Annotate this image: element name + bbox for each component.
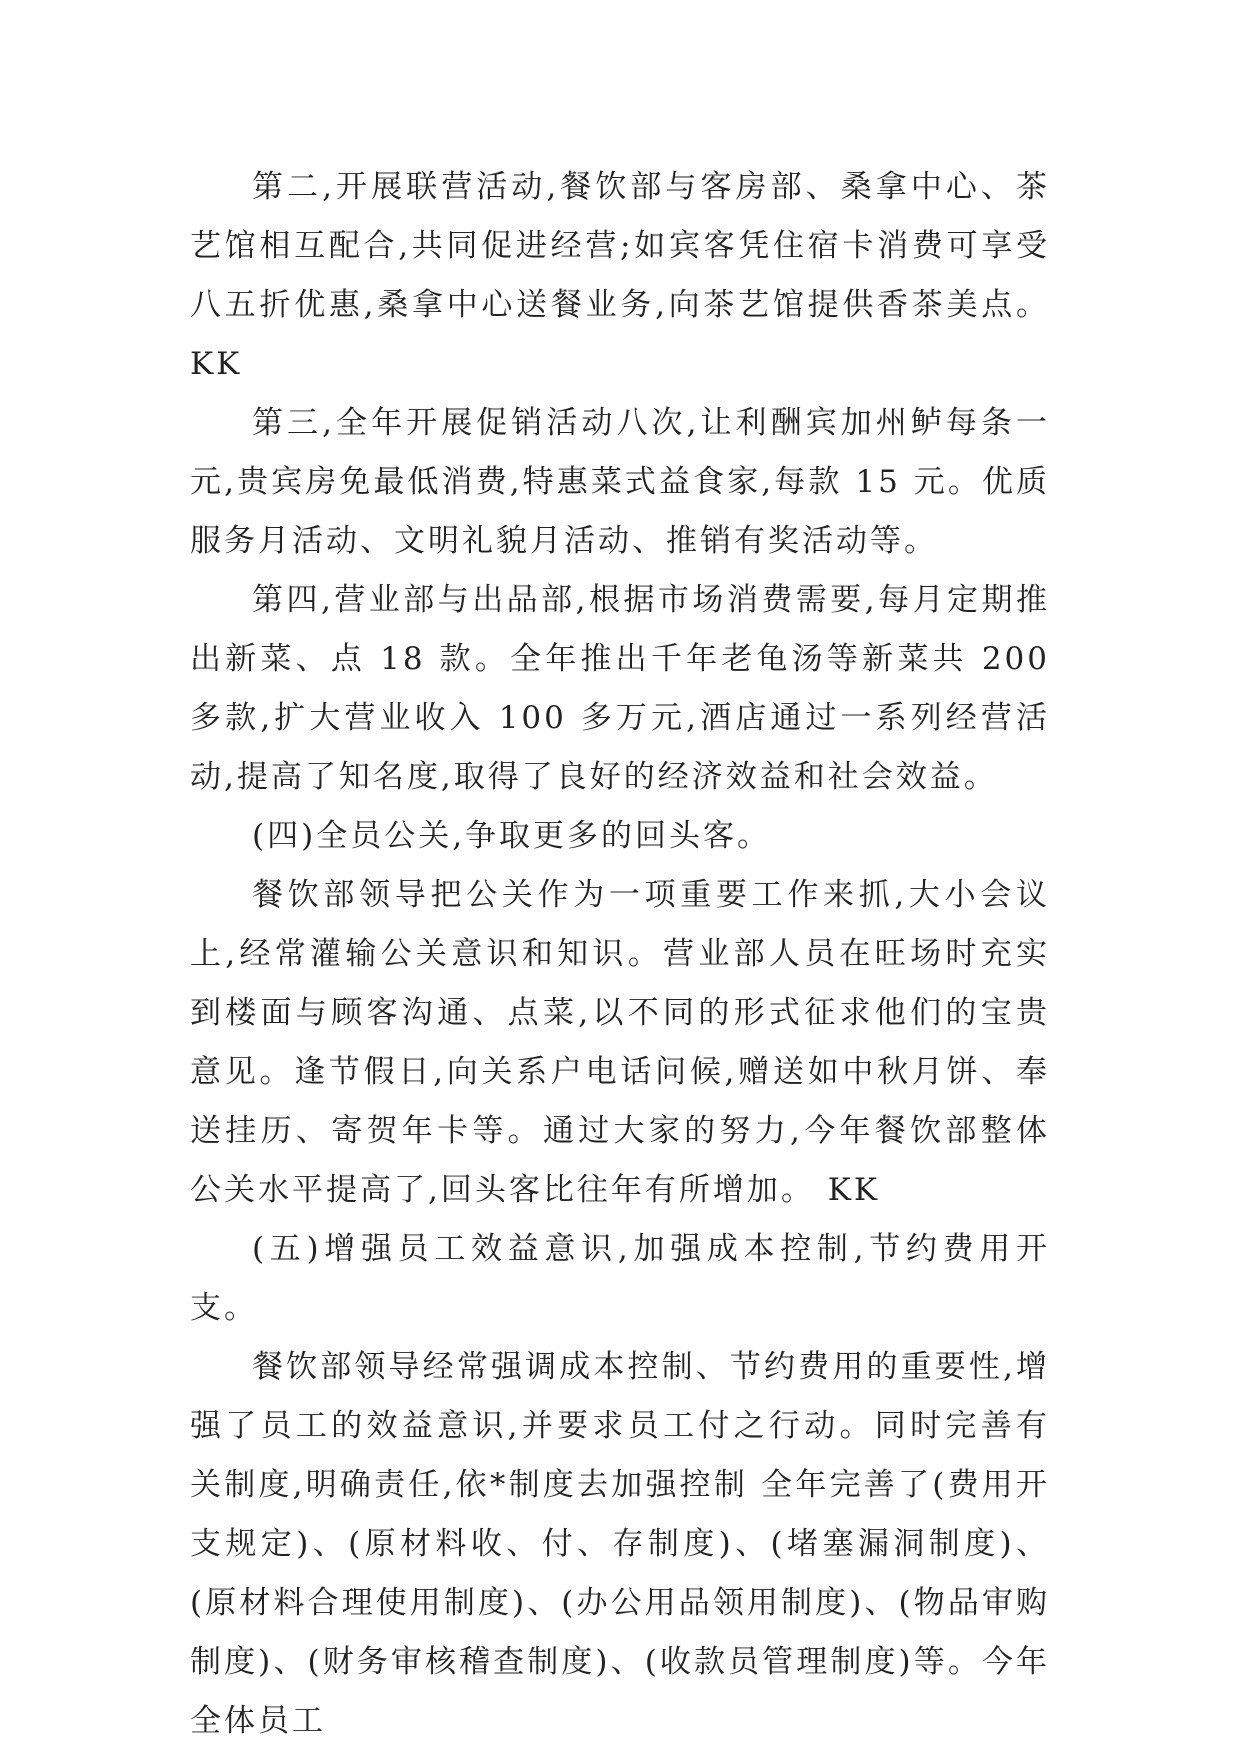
paragraph-joint-operations: 第二,开展联营活动,餐饮部与客房部、桑拿中心、茶艺馆相互配合,共同促进经营;如宾客凭住宿卡消费可享受八五折优惠,桑拿中心送餐业务,向茶艺馆提供香茶美点。 KK [190,169,1063,382]
paragraph-cost-control: 餐饮部领导经常强调成本控制、节约费用的重要性,增强了员工的效益意识,并要求员工付之行动。同时完善有关制度,明确责任,依*制度去加强控制 全年完善了(费用开支规定)、(原材料收、付、存制度)、(堵塞漏洞制度)、(原材料合理使用制度)、(办公用品领用制度)、(物品审购制度)、(财务审核稽查制度)、(收款员管理制度)等。今年全体员工 [190,1349,1050,1739]
body-text [190,158,1063,1751]
section-heading-cost-control: (五)增强员工效益意识,加强成本控制,节约费用开支。 [190,1231,1050,1326]
paragraph-public-relations: 餐饮部领导把公关作为一项重要工作来抓,大小会议上,经常灌输公关意识和知识。营业部人员在旺场时充实到楼面与顾客沟通、点菜,以不同的形式征求他们的宝贵意见。逢节假日,向关系户电话问候,赠送如中秋月饼、奉送挂历、寄贺年卡等。通过大家的努力,今年餐饮部整体公关水平提高了,回头客比往年有所增加。 KK [190,877,1050,1208]
paragraph-promotions: 第三,全年开展促销活动八次,让利酬宾加州鲈每条一元,贵宾房免最低消费,特惠菜式益食家,每款 15 元。优质服务月活动、文明礼貌月活动、推销有奖活动等。 [190,405,1050,559]
paragraph-new-dishes: 第四,营业部与出品部,根据市场消费需要,每月定期推出新菜、点 18 款。全年推出千年老龟汤等新菜共 200 多款,扩大营业收入 100 多万元,酒店通过一系列经营活动,提高了知名度,取得了良好的经济效益和社会效益。 [190,582,1063,795]
section-heading-public-relations: (四)全员公关,争取更多的回头客。 [252,818,772,854]
